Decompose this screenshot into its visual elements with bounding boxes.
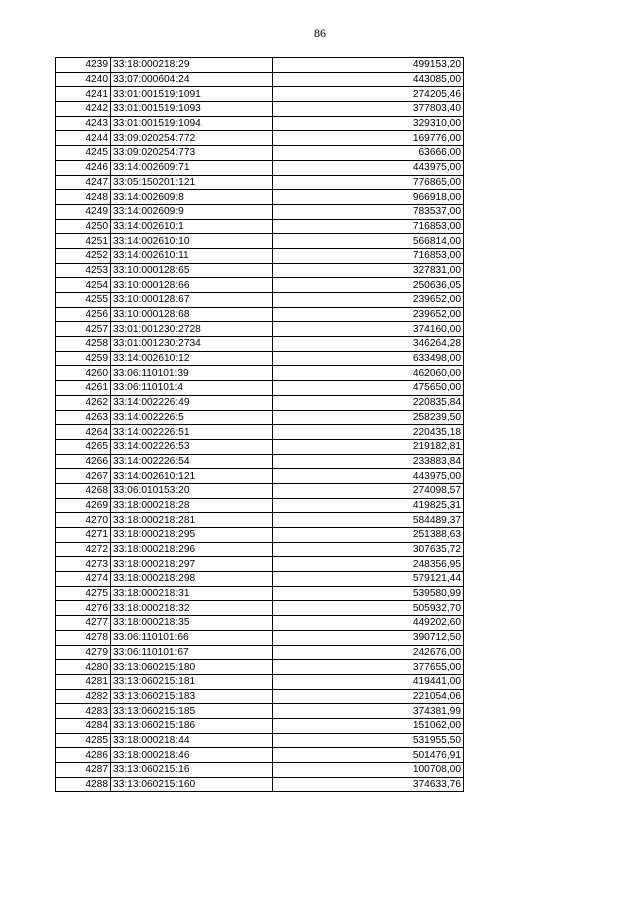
value-cell: 462060,00 [273,366,464,381]
value-cell: 716853,00 [273,248,464,263]
row-number-cell: 4251 [56,234,111,249]
row-number-cell: 4263 [56,410,111,425]
row-number-cell: 4283 [56,704,111,719]
value-cell: 579121,44 [273,572,464,587]
value-cell: 274205,46 [273,87,464,102]
table-row [56,498,464,513]
row-number-cell: 4240 [56,72,111,87]
table-row [56,322,464,337]
row-number-cell: 4269 [56,498,111,513]
row-number-cell: 4250 [56,219,111,234]
table-row [56,87,464,102]
table-row [56,410,464,425]
cadastral-number-cell: 33:06:110101:39 [111,366,273,381]
value-cell: 966918,00 [273,190,464,205]
table-row [56,616,464,631]
table-row [56,381,464,396]
table-row [56,674,464,689]
value-cell: 220835,84 [273,395,464,410]
value-cell: 531955,50 [273,733,464,748]
value-cell: 239652,00 [273,307,464,322]
table-row [56,733,464,748]
row-number-cell: 4272 [56,542,111,557]
value-cell: 539580,99 [273,586,464,601]
value-cell: 169776,00 [273,131,464,146]
row-number-cell: 4273 [56,557,111,572]
cadastral-number-cell: 33:13:060215:180 [111,660,273,675]
cadastral-number-cell: 33:13:060215:186 [111,718,273,733]
value-cell: 443975,00 [273,160,464,175]
value-cell: 443085,00 [273,72,464,87]
data-table [55,57,464,792]
table-row [56,718,464,733]
value-cell: 390712,50 [273,630,464,645]
table-row [56,278,464,293]
value-cell: 274098,57 [273,483,464,498]
value-cell: 475650,00 [273,381,464,396]
cadastral-number-cell: 33:18:000218:29 [111,58,273,73]
cadastral-number-cell: 33:14:002609:71 [111,160,273,175]
value-cell: 716853,00 [273,219,464,234]
table-row [56,469,464,484]
row-number-cell: 4261 [56,381,111,396]
row-number-cell: 4260 [56,366,111,381]
table-row [56,689,464,704]
cadastral-number-cell: 33:18:000218:281 [111,513,273,528]
value-cell: 151062,00 [273,718,464,733]
table-row [56,190,464,205]
cadastral-number-cell: 33:10:000128:66 [111,278,273,293]
row-number-cell: 4267 [56,469,111,484]
cadastral-number-cell: 33:14:002226:49 [111,395,273,410]
cadastral-number-cell: 33:18:000218:35 [111,616,273,631]
value-cell: 239652,00 [273,293,464,308]
row-number-cell: 4286 [56,748,111,763]
table-row [56,131,464,146]
row-number-cell: 4282 [56,689,111,704]
row-number-cell: 4255 [56,293,111,308]
row-number-cell: 4287 [56,763,111,778]
cadastral-number-cell: 33:18:000218:297 [111,557,273,572]
table-row [56,146,464,161]
row-number-cell: 4270 [56,513,111,528]
table-row [56,366,464,381]
value-cell: 374160,00 [273,322,464,337]
value-cell: 783537,00 [273,204,464,219]
cadastral-number-cell: 33:18:000218:44 [111,733,273,748]
cadastral-number-cell: 33:18:000218:28 [111,498,273,513]
row-number-cell: 4277 [56,616,111,631]
table-row [56,263,464,278]
table-row [56,483,464,498]
table-row [56,307,464,322]
cadastral-number-cell: 33:06:110101:66 [111,630,273,645]
table-row [56,293,464,308]
table-row [56,630,464,645]
table-row [56,601,464,616]
table-row [56,395,464,410]
table-row [56,454,464,469]
cadastral-number-cell: 33:14:002610:10 [111,234,273,249]
table-row [56,175,464,190]
row-number-cell: 4284 [56,718,111,733]
table-row [56,116,464,131]
value-cell: 258239,50 [273,410,464,425]
cadastral-number-cell: 33:13:060215:16 [111,763,273,778]
cadastral-number-cell: 33:13:060215:160 [111,777,273,792]
row-number-cell: 4257 [56,322,111,337]
cadastral-number-cell: 33:01:001230:2728 [111,322,273,337]
value-cell: 63666,00 [273,146,464,161]
row-number-cell: 4243 [56,116,111,131]
cadastral-number-cell: 33:10:000128:68 [111,307,273,322]
value-cell: 776865,00 [273,175,464,190]
table-row [56,763,464,778]
table-row [56,337,464,352]
table-row [56,102,464,117]
value-cell: 346264,28 [273,337,464,352]
table-row [56,704,464,719]
row-number-cell: 4280 [56,660,111,675]
table-row [56,234,464,249]
value-cell: 250636,05 [273,278,464,293]
row-number-cell: 4281 [56,674,111,689]
value-cell: 633498,00 [273,351,464,366]
table-row [56,351,464,366]
table-row [56,204,464,219]
table-row [56,645,464,660]
row-number-cell: 4285 [56,733,111,748]
row-number-cell: 4256 [56,307,111,322]
table-row [56,572,464,587]
cadastral-number-cell: 33:14:002226:54 [111,454,273,469]
value-cell: 374633,76 [273,777,464,792]
cadastral-number-cell: 33:18:000218:31 [111,586,273,601]
cadastral-number-cell: 33:05:150201:121 [111,175,273,190]
row-number-cell: 4247 [56,175,111,190]
table-row [56,660,464,675]
table-row [56,586,464,601]
row-number-cell: 4259 [56,351,111,366]
cadastral-number-cell: 33:06:110101:4 [111,381,273,396]
row-number-cell: 4239 [56,58,111,73]
value-cell: 221054,06 [273,689,464,704]
cadastral-number-cell: 33:01:001519:1093 [111,102,273,117]
table-row [56,777,464,792]
cadastral-number-cell: 33:18:000218:32 [111,601,273,616]
value-cell: 377655,00 [273,660,464,675]
table-row [56,248,464,263]
value-cell: 327831,00 [273,263,464,278]
cadastral-number-cell: 33:06:110101:67 [111,645,273,660]
row-number-cell: 4268 [56,483,111,498]
value-cell: 505932,70 [273,601,464,616]
row-number-cell: 4241 [56,87,111,102]
cadastral-number-cell: 33:14:002610:1 [111,219,273,234]
row-number-cell: 4244 [56,131,111,146]
row-number-cell: 4252 [56,248,111,263]
page-number: 86 [314,26,326,40]
value-cell: 499153,20 [273,58,464,73]
value-cell: 501476,91 [273,748,464,763]
row-number-cell: 4288 [56,777,111,792]
value-cell: 377803,40 [273,102,464,117]
value-cell: 251388,63 [273,528,464,543]
row-number-cell: 4271 [56,528,111,543]
value-cell: 233883,84 [273,454,464,469]
cadastral-number-cell: 33:09:020254:772 [111,131,273,146]
table-row [56,557,464,572]
cadastral-number-cell: 33:09:020254:773 [111,146,273,161]
value-cell: 374381,99 [273,704,464,719]
cadastral-number-cell: 33:07:000604:24 [111,72,273,87]
cadastral-number-cell: 33:14:002609:8 [111,190,273,205]
cadastral-number-cell: 33:13:060215:183 [111,689,273,704]
value-cell: 248356,95 [273,557,464,572]
cadastral-number-cell: 33:18:000218:296 [111,542,273,557]
value-cell: 584489,37 [273,513,464,528]
row-number-cell: 4249 [56,204,111,219]
table-row [56,160,464,175]
value-cell: 219182,81 [273,439,464,454]
row-number-cell: 4275 [56,586,111,601]
cadastral-number-cell: 33:18:000218:298 [111,572,273,587]
table-row [56,425,464,440]
row-number-cell: 4274 [56,572,111,587]
row-number-cell: 4245 [56,146,111,161]
value-cell: 100708,00 [273,763,464,778]
table-row [56,542,464,557]
cadastral-number-cell: 33:01:001230:2734 [111,337,273,352]
value-cell: 566814,00 [273,234,464,249]
row-number-cell: 4248 [56,190,111,205]
row-number-cell: 4279 [56,645,111,660]
cadastral-number-cell: 33:14:002609:9 [111,204,273,219]
table-row [56,219,464,234]
row-number-cell: 4265 [56,439,111,454]
value-cell: 449202,60 [273,616,464,631]
cadastral-number-cell: 33:01:001519:1091 [111,87,273,102]
cadastral-number-cell: 33:14:002610:12 [111,351,273,366]
cadastral-number-cell: 33:10:000128:67 [111,293,273,308]
cadastral-number-cell: 33:18:000218:46 [111,748,273,763]
row-number-cell: 4242 [56,102,111,117]
table-row [56,439,464,454]
cadastral-number-cell: 33:14:002610:11 [111,248,273,263]
table-body [56,58,464,792]
value-cell: 419441,00 [273,674,464,689]
row-number-cell: 4262 [56,395,111,410]
row-number-cell: 4266 [56,454,111,469]
cadastral-number-cell: 33:13:060215:181 [111,674,273,689]
row-number-cell: 4253 [56,263,111,278]
cadastral-number-cell: 33:10:000128:65 [111,263,273,278]
cadastral-number-cell: 33:06:010153:20 [111,483,273,498]
row-number-cell: 4276 [56,601,111,616]
row-number-cell: 4264 [56,425,111,440]
cadastral-number-cell: 33:01:001519:1094 [111,116,273,131]
cadastral-number-cell: 33:14:002226:51 [111,425,273,440]
row-number-cell: 4254 [56,278,111,293]
table-row [56,513,464,528]
table-row [56,748,464,763]
row-number-cell: 4246 [56,160,111,175]
value-cell: 307635,72 [273,542,464,557]
cadastral-number-cell: 33:18:000218:295 [111,528,273,543]
row-number-cell: 4258 [56,337,111,352]
cadastral-number-cell: 33:14:002610:121 [111,469,273,484]
cadastral-number-cell: 33:14:002226:5 [111,410,273,425]
value-cell: 419825,31 [273,498,464,513]
value-cell: 220435,18 [273,425,464,440]
value-cell: 329310,00 [273,116,464,131]
row-number-cell: 4278 [56,630,111,645]
value-cell: 242676,00 [273,645,464,660]
cadastral-number-cell: 33:14:002226:53 [111,439,273,454]
value-cell: 443975,00 [273,469,464,484]
cadastral-number-cell: 33:13:060215:185 [111,704,273,719]
table-row [56,528,464,543]
table-row [56,72,464,87]
table-row [56,58,464,73]
